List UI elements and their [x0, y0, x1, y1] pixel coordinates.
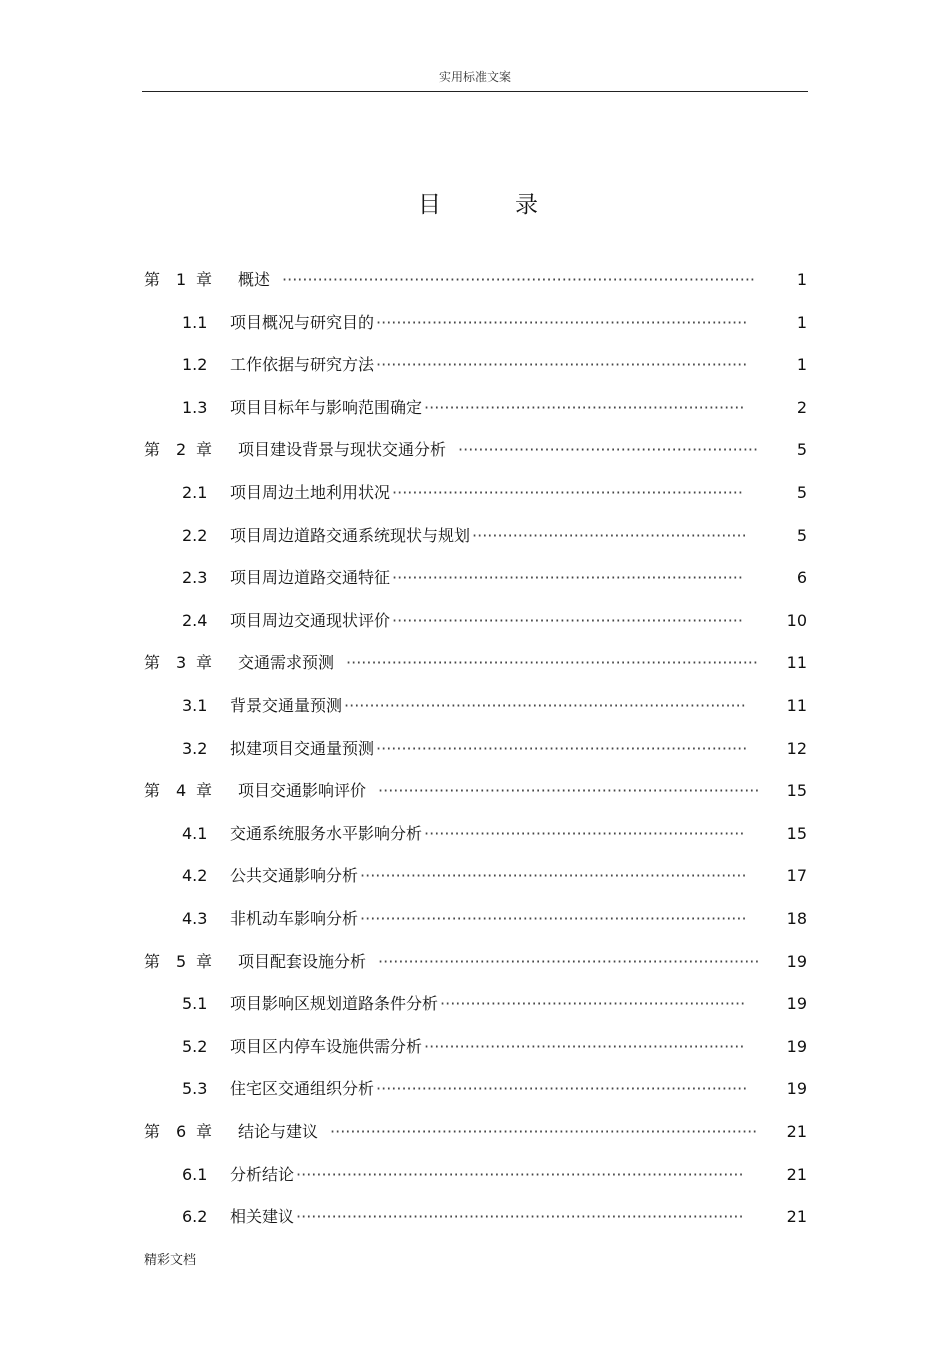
- leader-dots: ·················································································: [346, 653, 758, 673]
- leader-dots: ·······························································: [424, 823, 745, 843]
- chapter-number: 1: [176, 270, 187, 289]
- leader-dots: ·········································································: [376, 1079, 748, 1099]
- toc-page-number: 21: [786, 1207, 807, 1227]
- toc-entry-title[interactable]: 交通系统服务水平影响分析: [230, 823, 423, 843]
- section-number: 5.3: [182, 1079, 208, 1099]
- toc-chapter-row: [0, 430, 950, 470]
- toc-entry-title[interactable]: 分析结论: [230, 1164, 295, 1184]
- toc-entry-title[interactable]: 项目周边交通现状评价: [230, 610, 391, 630]
- leader-dots: ····················································································: [330, 1122, 758, 1141]
- header-divider: [142, 91, 808, 92]
- toc-entry-title[interactable]: 项目配套设施分析: [238, 951, 367, 971]
- section-number: 1.1: [182, 312, 208, 332]
- toc-chapter-row: [0, 942, 950, 982]
- toc-entry-title[interactable]: 项目交通影响评价: [238, 781, 367, 801]
- toc-page-number: 11: [786, 696, 807, 715]
- toc-section-row: [0, 516, 950, 556]
- toc-title-right: 录: [515, 192, 538, 218]
- leader-dots: ·········································································: [376, 312, 748, 332]
- chapter-suffix: 章: [196, 951, 213, 971]
- toc-page-number: 17: [786, 866, 807, 886]
- toc-section-row: [0, 856, 950, 896]
- leader-dots: ············································································: [360, 866, 747, 886]
- leader-dots: ·····································································: [392, 483, 743, 502]
- section-number: 2.3: [182, 568, 208, 588]
- section-number: 2.1: [182, 483, 208, 502]
- page-footer: 精彩文档: [144, 1253, 197, 1268]
- leader-dots: ···························································: [458, 440, 759, 460]
- toc-chapter-row: [0, 260, 950, 300]
- toc-section-row: [0, 729, 950, 769]
- toc-section-row: [0, 1027, 950, 1067]
- toc-entry-title[interactable]: 拟建项目交通量预测: [230, 738, 375, 758]
- toc-entry-title[interactable]: 住宅区交通组织分析: [230, 1079, 375, 1099]
- toc-section-row: [0, 345, 950, 385]
- toc-title-left: 目: [418, 192, 441, 218]
- chapter-prefix: 第: [144, 270, 161, 289]
- section-number: 1.2: [182, 355, 208, 375]
- section-number: 3.2: [182, 738, 208, 758]
- toc-entry-title[interactable]: 项目目标年与影响范围确定: [230, 397, 423, 417]
- section-number: 4.3: [182, 909, 208, 928]
- leader-dots: ························································································: [296, 1164, 744, 1184]
- toc-entry-title[interactable]: 相关建议: [230, 1207, 295, 1227]
- section-number: 3.1: [182, 696, 208, 715]
- toc-entry-title[interactable]: 公共交通影响分析: [230, 866, 359, 886]
- chapter-number: 4: [176, 781, 187, 801]
- toc-page-number: 19: [786, 951, 807, 971]
- chapter-number: 6: [176, 1122, 187, 1141]
- toc-entry-title[interactable]: 项目区内停车设施供需分析: [230, 1036, 423, 1056]
- chapter-suffix: 章: [196, 270, 213, 289]
- chapter-number: 3: [176, 653, 187, 673]
- chapter-suffix: 章: [196, 1122, 213, 1141]
- toc-page-number: 5: [796, 483, 807, 502]
- section-number: 5.2: [182, 1036, 208, 1056]
- leader-dots: ·········································································: [376, 738, 748, 758]
- toc-section-row: [0, 686, 950, 726]
- toc-page-number: 12: [786, 738, 807, 758]
- toc-page-number: 6: [796, 568, 807, 588]
- leader-dots: ····························································: [440, 994, 746, 1014]
- section-number: 4.1: [182, 823, 208, 843]
- chapter-prefix: 第: [144, 951, 161, 971]
- leader-dots: ···············································································: [344, 696, 746, 715]
- toc-entry-title[interactable]: 项目周边道路交通系统现状与规划: [230, 525, 471, 545]
- chapter-number: 2: [176, 440, 187, 460]
- toc-section-row: [0, 388, 950, 428]
- section-number: 2.4: [182, 610, 208, 630]
- leader-dots: ······················································: [472, 525, 747, 545]
- toc-entry-title[interactable]: 项目周边道路交通特征: [230, 568, 391, 588]
- toc-section-row: [0, 558, 950, 598]
- toc-page-number: 15: [786, 781, 807, 801]
- leader-dots: ···········································································: [378, 951, 760, 971]
- toc-page-number: 21: [786, 1164, 807, 1184]
- toc-page-number: 19: [786, 1079, 807, 1099]
- section-number: 1.3: [182, 397, 208, 417]
- toc-chapter-row: [0, 771, 950, 811]
- section-number: 4.2: [182, 866, 208, 886]
- toc-page-number: 1: [796, 312, 807, 332]
- toc-entry-title[interactable]: 项目周边土地利用状况: [230, 483, 391, 502]
- toc-section-row: [0, 814, 950, 854]
- toc-entry-title[interactable]: 项目影响区规划道路条件分析: [230, 994, 439, 1014]
- toc-page-number: 21: [786, 1122, 807, 1141]
- section-number: 5.1: [182, 994, 208, 1014]
- leader-dots: ························································································: [296, 1207, 744, 1227]
- toc-title: [418, 186, 538, 219]
- toc-entry-title[interactable]: 交通需求预测: [238, 653, 335, 673]
- toc-entry-title[interactable]: 工作依据与研究方法: [230, 355, 375, 375]
- toc-chapter-row: [0, 643, 950, 683]
- toc-section-row: [0, 1155, 950, 1195]
- toc-page-number: 5: [796, 525, 807, 545]
- chapter-prefix: 第: [144, 653, 161, 673]
- toc-page-number: 1: [796, 270, 807, 289]
- section-number: 2.2: [182, 525, 208, 545]
- toc-page-number: 18: [786, 909, 807, 928]
- leader-dots: ·········································································: [376, 355, 748, 375]
- leader-dots: ·····································································: [392, 610, 743, 630]
- toc-page-number: 15: [786, 823, 807, 843]
- toc-section-row: [0, 984, 950, 1024]
- toc-section-row: [0, 1069, 950, 1109]
- chapter-suffix: 章: [196, 440, 213, 460]
- toc-entry-title[interactable]: 概述: [238, 270, 271, 289]
- toc-section-row: [0, 1197, 950, 1237]
- leader-dots: ·······························································: [424, 1036, 745, 1056]
- leader-dots: ···········································································: [378, 781, 760, 801]
- chapter-prefix: 第: [144, 440, 161, 460]
- toc-page-number: 1: [796, 355, 807, 375]
- chapter-suffix: 章: [196, 653, 213, 673]
- chapter-suffix: 章: [196, 781, 213, 801]
- section-number: 6.1: [182, 1164, 208, 1184]
- leader-dots: ············································································: [360, 909, 747, 928]
- toc-section-row: [0, 899, 950, 939]
- toc-entry-title[interactable]: 结论与建议: [238, 1122, 319, 1141]
- leader-dots: ·····································································: [392, 568, 743, 588]
- toc-entry-title[interactable]: 项目建设背景与现状交通分析: [238, 440, 447, 460]
- toc-section-row: [0, 601, 950, 641]
- page-header: 实用标准文案: [438, 70, 511, 84]
- toc-entry-title[interactable]: 项目概况与研究目的: [230, 312, 375, 332]
- toc-page-number: 11: [786, 653, 807, 673]
- toc-page-number: 19: [786, 1036, 807, 1056]
- toc-page-number: 10: [786, 610, 807, 630]
- chapter-prefix: 第: [144, 781, 161, 801]
- toc-entry-title[interactable]: 非机动车影响分析: [230, 909, 359, 928]
- chapter-prefix: 第: [144, 1122, 161, 1141]
- toc-section-row: [0, 303, 950, 343]
- toc-chapter-row: [0, 1112, 950, 1152]
- leader-dots: ·····························································································: [282, 270, 756, 289]
- chapter-number: 5: [176, 951, 187, 971]
- toc-page-number: 2: [796, 397, 807, 417]
- toc-entry-title[interactable]: 背景交通量预测: [230, 696, 343, 715]
- section-number: 6.2: [182, 1207, 208, 1227]
- toc-page-number: 19: [786, 994, 807, 1014]
- toc-page-number: 5: [796, 440, 807, 460]
- toc-section-row: [0, 473, 950, 513]
- leader-dots: ·······························································: [424, 397, 745, 417]
